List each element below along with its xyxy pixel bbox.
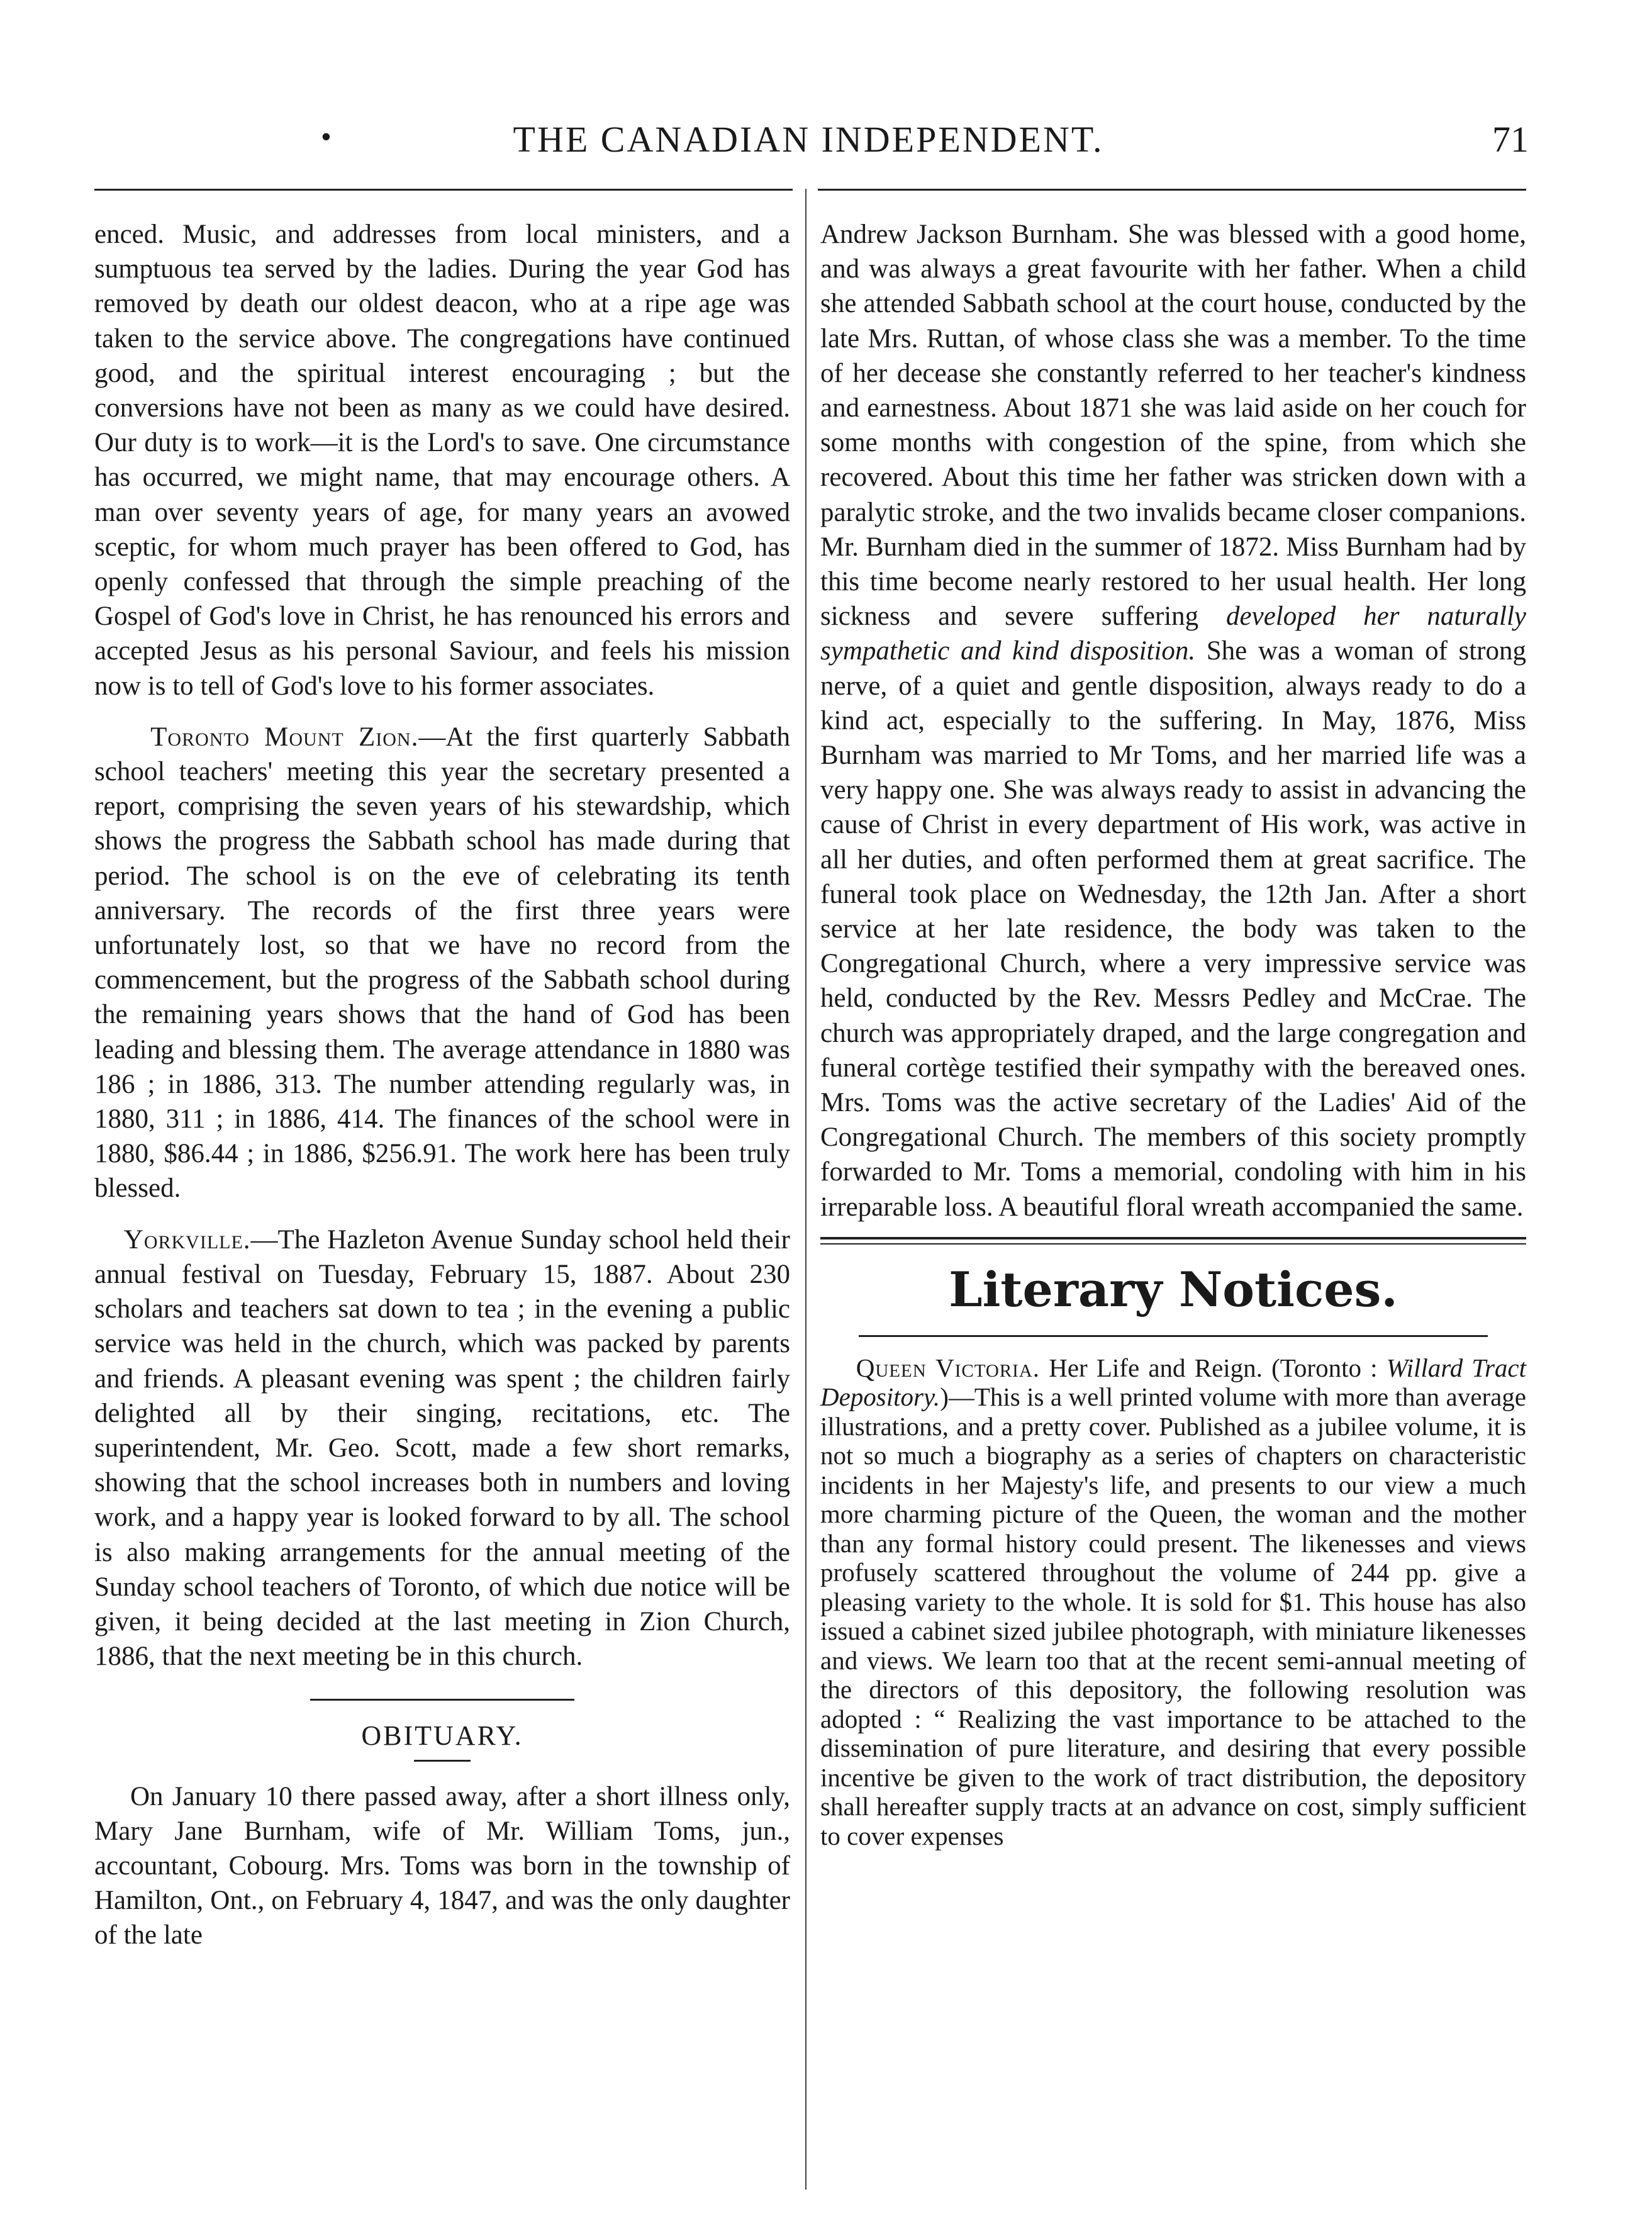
page-header [94,118,1529,169]
body-yorkville: —The Hazleton Avenue Sunday school held their annual festival on Tuesday, February 15, 1887. About 230 scholars and teachers sat down to tea ; in the evening a public service was held in the church, which was packed by parents and friends. A pleasant evening was spent ; the children fairly delighted all by their singing, recitations, etc. The superintendent, Mr. Geo. Scott, made a few short remarks, showing that the school increases both in numbers and loving work, and a happy year is looked forward to by all. The school is also making arrangements for the annual meeting of the Sunday school teachers of Toronto, of which due notice will be given, it being decided at the last meeting in Zion Church, 1886, that the next meeting be in this church. [94,1224,791,1672]
header-rule-left [94,189,793,191]
header-rule-right [818,189,1526,191]
obituary-continued-a: Andrew Jackson Burnham. She was blessed with a good home, and was always a great favourite with her father. When a child she attended Sabbath school at the court house, conducted by the late Mrs. Ruttan, of whose class she was a member. To the time of her decease she constantly referred to her teacher's kindness and earnestness. About 1871 she was laid aside on her couch for some months with congestion of the spine, from which she recovered. About this time her father was stricken down with a paralytic stroke, and the two invalids became closer companions. Mr. Burnham died in the summer of 1872. Miss Burnham had by this time become nearly restored to her usual health. Her long sickness and severe suffering [820,220,1526,632]
page-number: 71 [1492,119,1529,160]
paragraph-queen-victoria [820,1353,1526,1851]
lead-queen-victoria: Queen Victoria. [856,1353,1041,1382]
paragraph-obituary [94,1779,790,1953]
literary-notices-title: Literary Notices. [949,1261,1398,1317]
queen-victoria-a: Her Life and Reign. (Toronto : [1040,1353,1387,1382]
header-dot: • [321,120,332,154]
queen-victoria-publisher: Willard Tract Depository. [820,1353,1527,1412]
lead-toronto-mount-zion: Toronto Mount Zion. [150,722,419,752]
journal-title: THE CANADIAN INDEPENDENT. [513,119,1104,160]
body-toronto-mount-zion: —At the first quarterly Sabbath school teachers' meeting this year the secretary presented a report, comprising the seven years of his stewardship, which shows the progress the Sabbath school has made during that period. The school is on the eve of celebrating its tenth anniversary. The records of the first three years were unfortunately lost, so that we have no record from the commencement, but the progress of the Sabbath school during the remaining years shows that the hand of God has been leading and blessing them. The average attendance in 1880 was 186 ; in 1886, 313. The number attending regularly was, in 1880, 311 ; in 1886, 414. The finances of the school were in 1880, $86.44 ; in 1886, $256.91. The work here has been truly blessed. [94,722,790,1204]
paragraph-church-report: enced. Music, and addresses from local ministers, and a sumptuous tea served by the ladies. During the year God has removed by death our oldest deacon, who at a ripe age was taken to the service above. The congregations have continued good, and the spiritual interest encouraging ; but the conversions have not been as many as we could have desired. Our duty is to work—it is the Lord's to save. One circumstance has occurred, we might name, that may encourage others. A man over seventy years of age, for many years an avowed sceptic, for whom much prayer has been offered to God, has openly confessed that through the simple preaching of the Gospel of God's love in Christ, he has renounced his errors and accepted Jesus as his personal Saviour, and feels his mission now is to tell of God's love to his former associates. [94,220,790,701]
lead-yorkville: Yorkville. [123,1224,251,1255]
queen-victoria-b: )—This is a well printed volume with more than average illustrations, and a pretty cover. Published as a jubilee volume, it is not so much a biography as a series of chapters on characteristic incidents in her Majesty's life, and presents to our view a much more charming picture of the Queen, the woman and the mother than any formal history could present. The likenesses and views profusely scattered throughout the volume of 244 pp. give a pleasing variety to the whole. It is sold for $1. This house has also issued a cabinet sized jubilee photograph, with miniature likenesses and views. We learn too that at the recent semi-annual meeting of the directors of this depository, the following resolution was adopted : “ Realizing the vast importance to be attached to the dissemination of pure literature, and desiring that every possible incentive be given to the work of tract distribution, the depository shall hereafter supply tracts at an advance on cost, simply sufficient to cover expenses [820,1382,1526,1850]
left-column [94,217,790,1953]
obituary-continued-b: She was a woman of strong nerve, of a quiet and gentle disposition, always ready to do a kind act, especially to the suffering. In May, 1876, Miss Burnham was married to Mr Toms, and her married life was a very happy one. She was always ready to assist in advancing the cause of Christ in every department of His work, was active in all her duties, and often performed them at great sacrifice. The funeral took place on Wednesday, the 12th Jan. After a short service at her late residence, the body was taken to the Congregational Church, where a very impressive service was held, conducted by the Rev. Messrs Pedley and McCrae. The church was appropriately draped, and the large congregation and funeral cortège testified their sympathy with the bereaved ones. Mrs. Toms was the active secretary of the Ladies' Aid of the Congregational Church. The members of this society promptly forwarded to Mr. Toms a memorial, condoling with him in his irreparable loss. A beautiful floral wreath accompanied the same. [820,636,1526,1222]
right-column [820,217,1526,1850]
obituary-title: OBITUARY. [361,1720,523,1752]
column-divider [805,189,806,2190]
paragraph-obituary-continued [820,217,1526,1224]
paragraph-toronto-mount-zion [94,720,790,1206]
paragraph-yorkville [94,1222,790,1674]
obituary-continued-italic: developed her naturally sympathetic and kind disposition. [820,601,1526,666]
obituary-text: On January 10 there passed away, after a short illness only, Mary Jane Burnham, wife of Mr. William Toms, jun., accountant, Cobourg. Mrs. Toms was born in the township of Hamilton, Ont., on February 4, 1847, and was the only daughter of the late [94,1781,790,1950]
